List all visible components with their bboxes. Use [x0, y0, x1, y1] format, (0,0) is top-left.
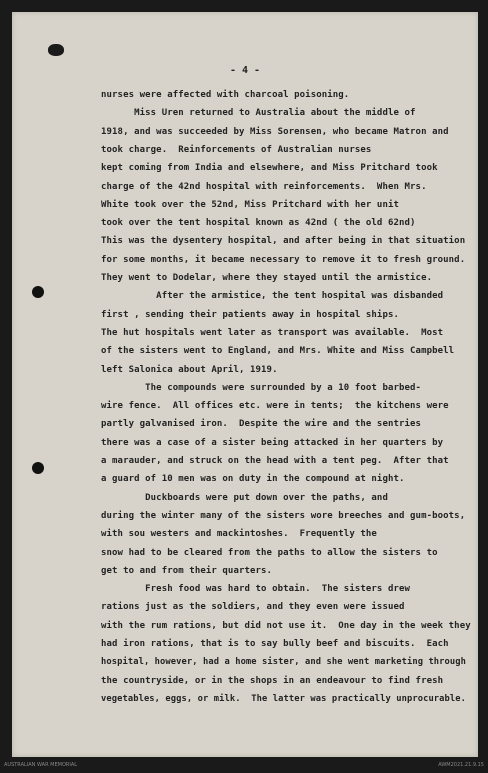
- text-line: charge of the 42nd hospital with reinforcements. When Mrs.: [101, 181, 427, 192]
- text-line: After the armistice, the tent hospital was disbanded: [101, 291, 444, 302]
- text-line: first , sending their patients away in hospital ships.: [101, 309, 399, 320]
- footer-archive-label: AUSTRALIAN WAR MEMORIAL: [4, 762, 78, 768]
- text-line: rations just as the soldiers, and they even were issued: [101, 602, 405, 613]
- text-line: hospital, however, had a home sister, and she went marketing through: [101, 657, 467, 668]
- binding-hole-top: [32, 286, 44, 298]
- text-line: the countryside, or in the shops in an endeavour to find fresh: [101, 675, 444, 686]
- text-line: there was a case of a sister being attacked in her quarters by: [101, 437, 444, 448]
- text-line: 1918, and was succeeded by Miss Sorensen, who became Matron and: [101, 126, 449, 137]
- ink-stain-mark: [48, 44, 64, 56]
- text-line: get to and from their quarters.: [101, 565, 273, 576]
- text-line: took over the tent hospital known as 42nd ( the old 62nd): [101, 218, 416, 229]
- text-line: nurses were affected with charcoal poisoning.: [101, 90, 350, 100]
- page-number: - 4 -: [229, 65, 261, 76]
- text-line: kept coming from India and elsewhere, and Miss Pritchard took: [101, 163, 438, 174]
- document-page: [12, 12, 478, 757]
- text-line: Duckboards were put down over the paths, and: [101, 492, 388, 503]
- text-line: snow had to be cleared from the paths to allow the sisters to: [101, 547, 438, 558]
- text-line: The hut hospitals went later as transport was available. Most: [101, 327, 444, 338]
- text-line: Fresh food was hard to obtain. The sisters drew: [101, 584, 411, 595]
- text-line: took charge. Reinforcements of Australian nurses: [101, 144, 372, 155]
- text-line: partly galvanised iron. Despite the wire and the sentries: [101, 419, 422, 430]
- text-line: had iron rations, that is to say bully beef and biscuits. Each: [101, 639, 449, 649]
- text-line: The compounds were surrounded by a 10 foot barbed-: [101, 382, 422, 393]
- text-line: This was the dysentery hospital, and after being in that situation: [101, 236, 466, 247]
- text-line: a marauder, and struck on the head with a tent peg. After that: [101, 456, 449, 466]
- binding-hole-bottom: [32, 462, 44, 474]
- footer-item-id: AWM2021.21.9.15: [438, 762, 484, 768]
- text-line: of the sisters went to England, and Mrs. White and Miss Campbell: [101, 346, 455, 357]
- text-line: for some months, it became necessary to remove it to fresh ground.: [101, 254, 466, 265]
- text-line: White took over the 52nd, Miss Pritchard with her unit: [101, 199, 399, 210]
- text-line: wire fence. All offices etc. were in tents; the kitchens were: [101, 401, 449, 412]
- text-line: a guard of 10 men was on duty in the compound at night.: [101, 474, 405, 485]
- text-line: during the winter many of the sisters wore breeches and gum-boots,: [101, 510, 466, 521]
- text-line: with sou westers and mackintoshes. Frequently the: [101, 529, 377, 540]
- text-line: left Salonica about April, 1919.: [101, 364, 278, 375]
- text-line: Miss Uren returned to Australia about the middle of: [101, 108, 416, 119]
- text-line: They went to Dodelar, where they stayed until the armistice.: [101, 273, 433, 283]
- text-line: with the rum rations, but did not use it. One day in the week they: [101, 620, 471, 631]
- text-line: vegetables, eggs, or milk. The latter was practically unprocurable.: [101, 693, 467, 704]
